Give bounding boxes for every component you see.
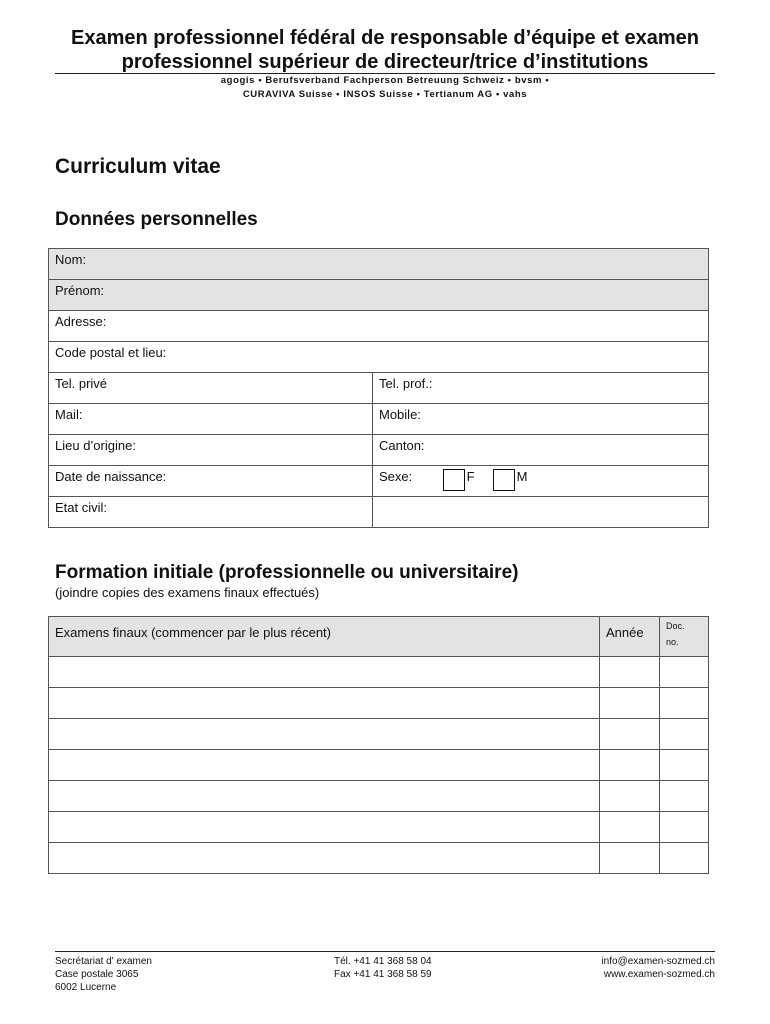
table-row [49,812,709,843]
table-row [49,311,709,342]
annee-cell[interactable] [600,843,660,874]
etat-civil-label: Etat civil: [55,500,108,515]
col-header-doc [660,617,709,657]
doc-cell[interactable] [660,657,709,688]
mobile-field[interactable] [373,404,709,435]
table-row [49,750,709,781]
mail-field[interactable] [49,404,373,435]
col-header-doc-line1: Doc. [666,621,685,631]
table-row [49,280,709,311]
canton-field[interactable] [373,435,709,466]
table-row [49,657,709,688]
doc-cell[interactable] [660,750,709,781]
footer-address [55,955,152,994]
table-header-row [49,617,709,657]
footer-fax: Fax +41 41 368 58 59 [334,969,432,980]
canton-label: Canton: [379,438,425,453]
code-postal-label: Code postal et lieu: [55,345,167,360]
date-naissance-field[interactable] [49,466,373,497]
annee-cell[interactable] [600,781,660,812]
doc-cell[interactable] [660,812,709,843]
personal-data-heading: Données personnelles [55,209,258,230]
adresse-field[interactable] [49,311,709,342]
sexe-field [373,466,709,497]
tel-prof-field[interactable] [373,373,709,404]
footer-website-link[interactable]: www.examen-sozmed.ch [603,969,715,980]
lieu-origine-label: Lieu d’origine: [55,438,136,453]
footer-contact [601,955,715,981]
doc-cell[interactable] [660,719,709,750]
table-row [49,843,709,874]
exam-cell[interactable] [49,812,600,843]
footer-tel: Tél. +41 41 368 58 04 [334,956,432,967]
footer-phone [334,955,432,981]
col-header-annee: Année [600,617,660,657]
tel-prive-field[interactable] [49,373,373,404]
annee-cell[interactable] [600,812,660,843]
table-row [49,688,709,719]
exam-cell[interactable] [49,688,600,719]
tel-prof-label: Tel. prof.: [379,376,433,391]
table-row [49,249,709,280]
adresse-label: Adresse: [55,314,107,329]
table-row [49,781,709,812]
tel-prive-label: Tel. privé [55,376,108,391]
exam-cell[interactable] [49,719,600,750]
sexe-f-label: F [466,469,475,484]
title-line-2: professionnel supérieur de directeur/trice d’institutions [121,51,649,73]
document-title: Curriculum vitae [55,155,221,178]
mobile-label: Mobile: [379,407,421,422]
prenom-label: Prénom: [55,283,105,298]
etat-civil-field[interactable] [49,497,373,528]
table-row [49,404,709,435]
col-header-exams: Examens finaux (commencer par le plus récent) [49,617,600,657]
table-row [49,373,709,404]
exam-cell[interactable] [49,750,600,781]
doc-cell[interactable] [660,688,709,719]
organizations-line-2: CURAVIVA Suisse • INSOS Suisse • Tertianum AG • vahs [242,89,528,100]
form-header-title [40,26,730,74]
exams-table [48,616,709,874]
exam-cell[interactable] [49,843,600,874]
doc-cell[interactable] [660,781,709,812]
title-line-1: Examen professionnel fédéral de responsable d’équipe et examen [71,27,699,49]
code-postal-field[interactable] [49,342,709,373]
table-row [49,497,709,528]
footer-email-link[interactable]: info@examen-sozmed.ch [601,956,715,967]
empty-field[interactable] [373,497,709,528]
annee-cell[interactable] [600,719,660,750]
footer-secretariat: Secrétariat d' examen [55,956,152,967]
footer-divider [55,951,715,952]
sexe-m-checkbox[interactable] [493,469,515,491]
exam-cell[interactable] [49,781,600,812]
personal-data-table [48,248,709,528]
doc-cell[interactable] [660,843,709,874]
sexe-f-checkbox[interactable] [443,469,465,491]
nom-label: Nom: [55,252,87,267]
sexe-label: Sexe: [379,469,413,484]
lieu-origine-field[interactable] [49,435,373,466]
table-row [49,342,709,373]
table-row [49,466,709,497]
table-row [49,719,709,750]
formation-note: (joindre copies des examens finaux effectués) [55,585,320,600]
exam-cell[interactable] [49,657,600,688]
annee-cell[interactable] [600,688,660,719]
footer-city: 6002 Lucerne [55,982,117,993]
date-naissance-label: Date de naissance: [55,469,167,484]
table-row [49,435,709,466]
nom-field[interactable] [49,249,709,280]
header-divider [55,73,715,74]
sexe-m-label: M [516,469,528,484]
footer-case-postale: Case postale 3065 [55,969,139,980]
formation-heading: Formation initiale (professionnelle ou universitaire) [55,562,519,583]
prenom-field[interactable] [49,280,709,311]
annee-cell[interactable] [600,750,660,781]
mail-label: Mail: [55,407,83,422]
annee-cell[interactable] [600,657,660,688]
col-header-doc-line2: no. [666,637,679,647]
organizations-line-1: agogis • Berufsverband Fachperson Betreuung Schweiz • bvsm • [220,75,550,86]
